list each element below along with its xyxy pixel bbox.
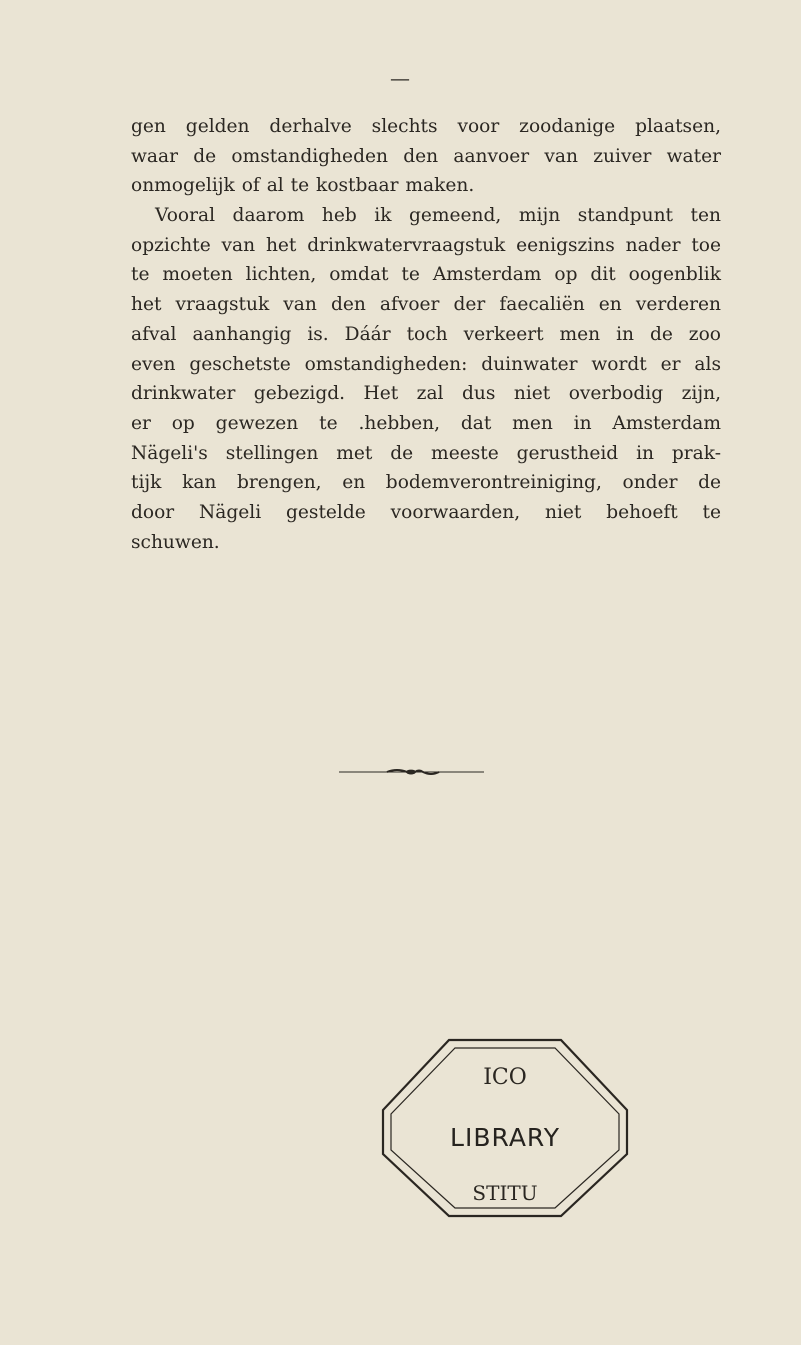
text-line: tijk kan brengen, en bodemverontreiniging, onder de [131, 472, 721, 494]
text-line: gen gelden derhalve slechts voor zoodanige plaatsen, [131, 116, 721, 137]
stamp-label: LIBRARY [450, 1123, 560, 1152]
text-line: het vraagstuk van den afvoer der faecaliën en verderen [131, 294, 721, 316]
library-stamp [377, 1032, 633, 1222]
page-header-mark: — [390, 66, 411, 90]
ornament-rule [339, 768, 484, 776]
text-line: waar de omstandigheden den aanvoer van zuiver water [131, 145, 721, 167]
text-line: drinkwater gebezigd. Het zal dus niet overbodig zijn, [131, 383, 721, 405]
text-line: schuwen. [131, 531, 220, 553]
text-line: door Nägeli gestelde voorwaarden, niet behoeft te [131, 501, 721, 523]
text-line: te moeten lichten, omdat te Amsterdam op dit oogenblik [131, 264, 721, 286]
text-line: Nägeli's stellingen met de meeste gerustheid in prak- [131, 442, 721, 464]
text-line: er op gewezen te .hebben, dat men in Amsterdam [131, 412, 721, 434]
text-line: opzichte van het drinkwatervraagstuk eenigszins nader toe [131, 234, 721, 256]
text-line: onmogelijk of al te kostbaar maken. [131, 175, 475, 197]
stamp-arc-bottom: STITU [472, 1181, 538, 1205]
text-line: afval aanhangig is. Dáár toch verkeert men in de zoo [131, 323, 721, 345]
body-text [131, 112, 721, 557]
text-line: Vooral daarom heb ik gemeend, mijn standpunt ten [155, 205, 721, 227]
text-line: even geschetste omstandigheden: duinwater wordt er als [131, 353, 721, 375]
stamp-arc-top: ICO [483, 1065, 527, 1090]
